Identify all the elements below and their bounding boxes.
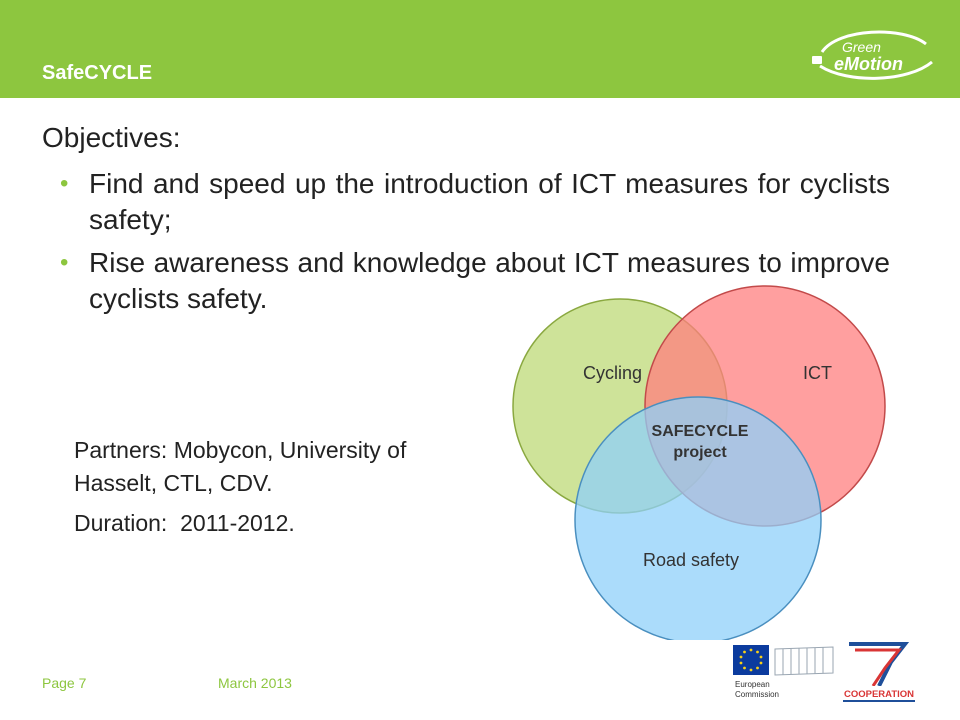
objective-text: Rise awareness and knowledge about ICT measures to improve cyclists safety. bbox=[89, 247, 890, 314]
venn-label-ict: ICT bbox=[803, 363, 832, 383]
coop-text: COOPERATION bbox=[843, 689, 915, 700]
objective-item bbox=[60, 166, 890, 238]
european-commission-logo bbox=[733, 645, 839, 703]
eu-text-commission: Commission bbox=[735, 690, 780, 699]
objectives-heading: Objectives: bbox=[42, 122, 181, 153]
objective-text: Find and speed up the introduction of ICT measures for cyclists safety; bbox=[89, 168, 890, 235]
venn-center-label-1: SAFECYCLE bbox=[651, 423, 749, 440]
venn-label-road-safety: Road safety bbox=[643, 550, 740, 570]
bullet-icon: • bbox=[60, 249, 69, 276]
venn-center-label-2: project bbox=[673, 444, 727, 461]
venn-diagram bbox=[500, 280, 900, 640]
eu-text-european: European bbox=[735, 680, 770, 689]
footer-date: March 2013 bbox=[218, 675, 292, 691]
fp7-cooperation-logo bbox=[843, 640, 915, 704]
duration-text: Duration: 2011-2012. bbox=[74, 510, 295, 536]
venn-label-cycling: Cycling bbox=[583, 363, 643, 383]
footer-page-number: Page 7 bbox=[42, 675, 87, 691]
logo-text-emotion: eMotion bbox=[834, 54, 903, 74]
green-emotion-logo bbox=[808, 22, 938, 88]
bullet-icon: • bbox=[60, 170, 69, 197]
partners-text: Partners: Mobycon, University of Hasselt, CTL, CDV. bbox=[74, 437, 407, 496]
slide-title: SafeCYCLE bbox=[42, 62, 153, 84]
logo-text-green: Green bbox=[842, 39, 881, 55]
